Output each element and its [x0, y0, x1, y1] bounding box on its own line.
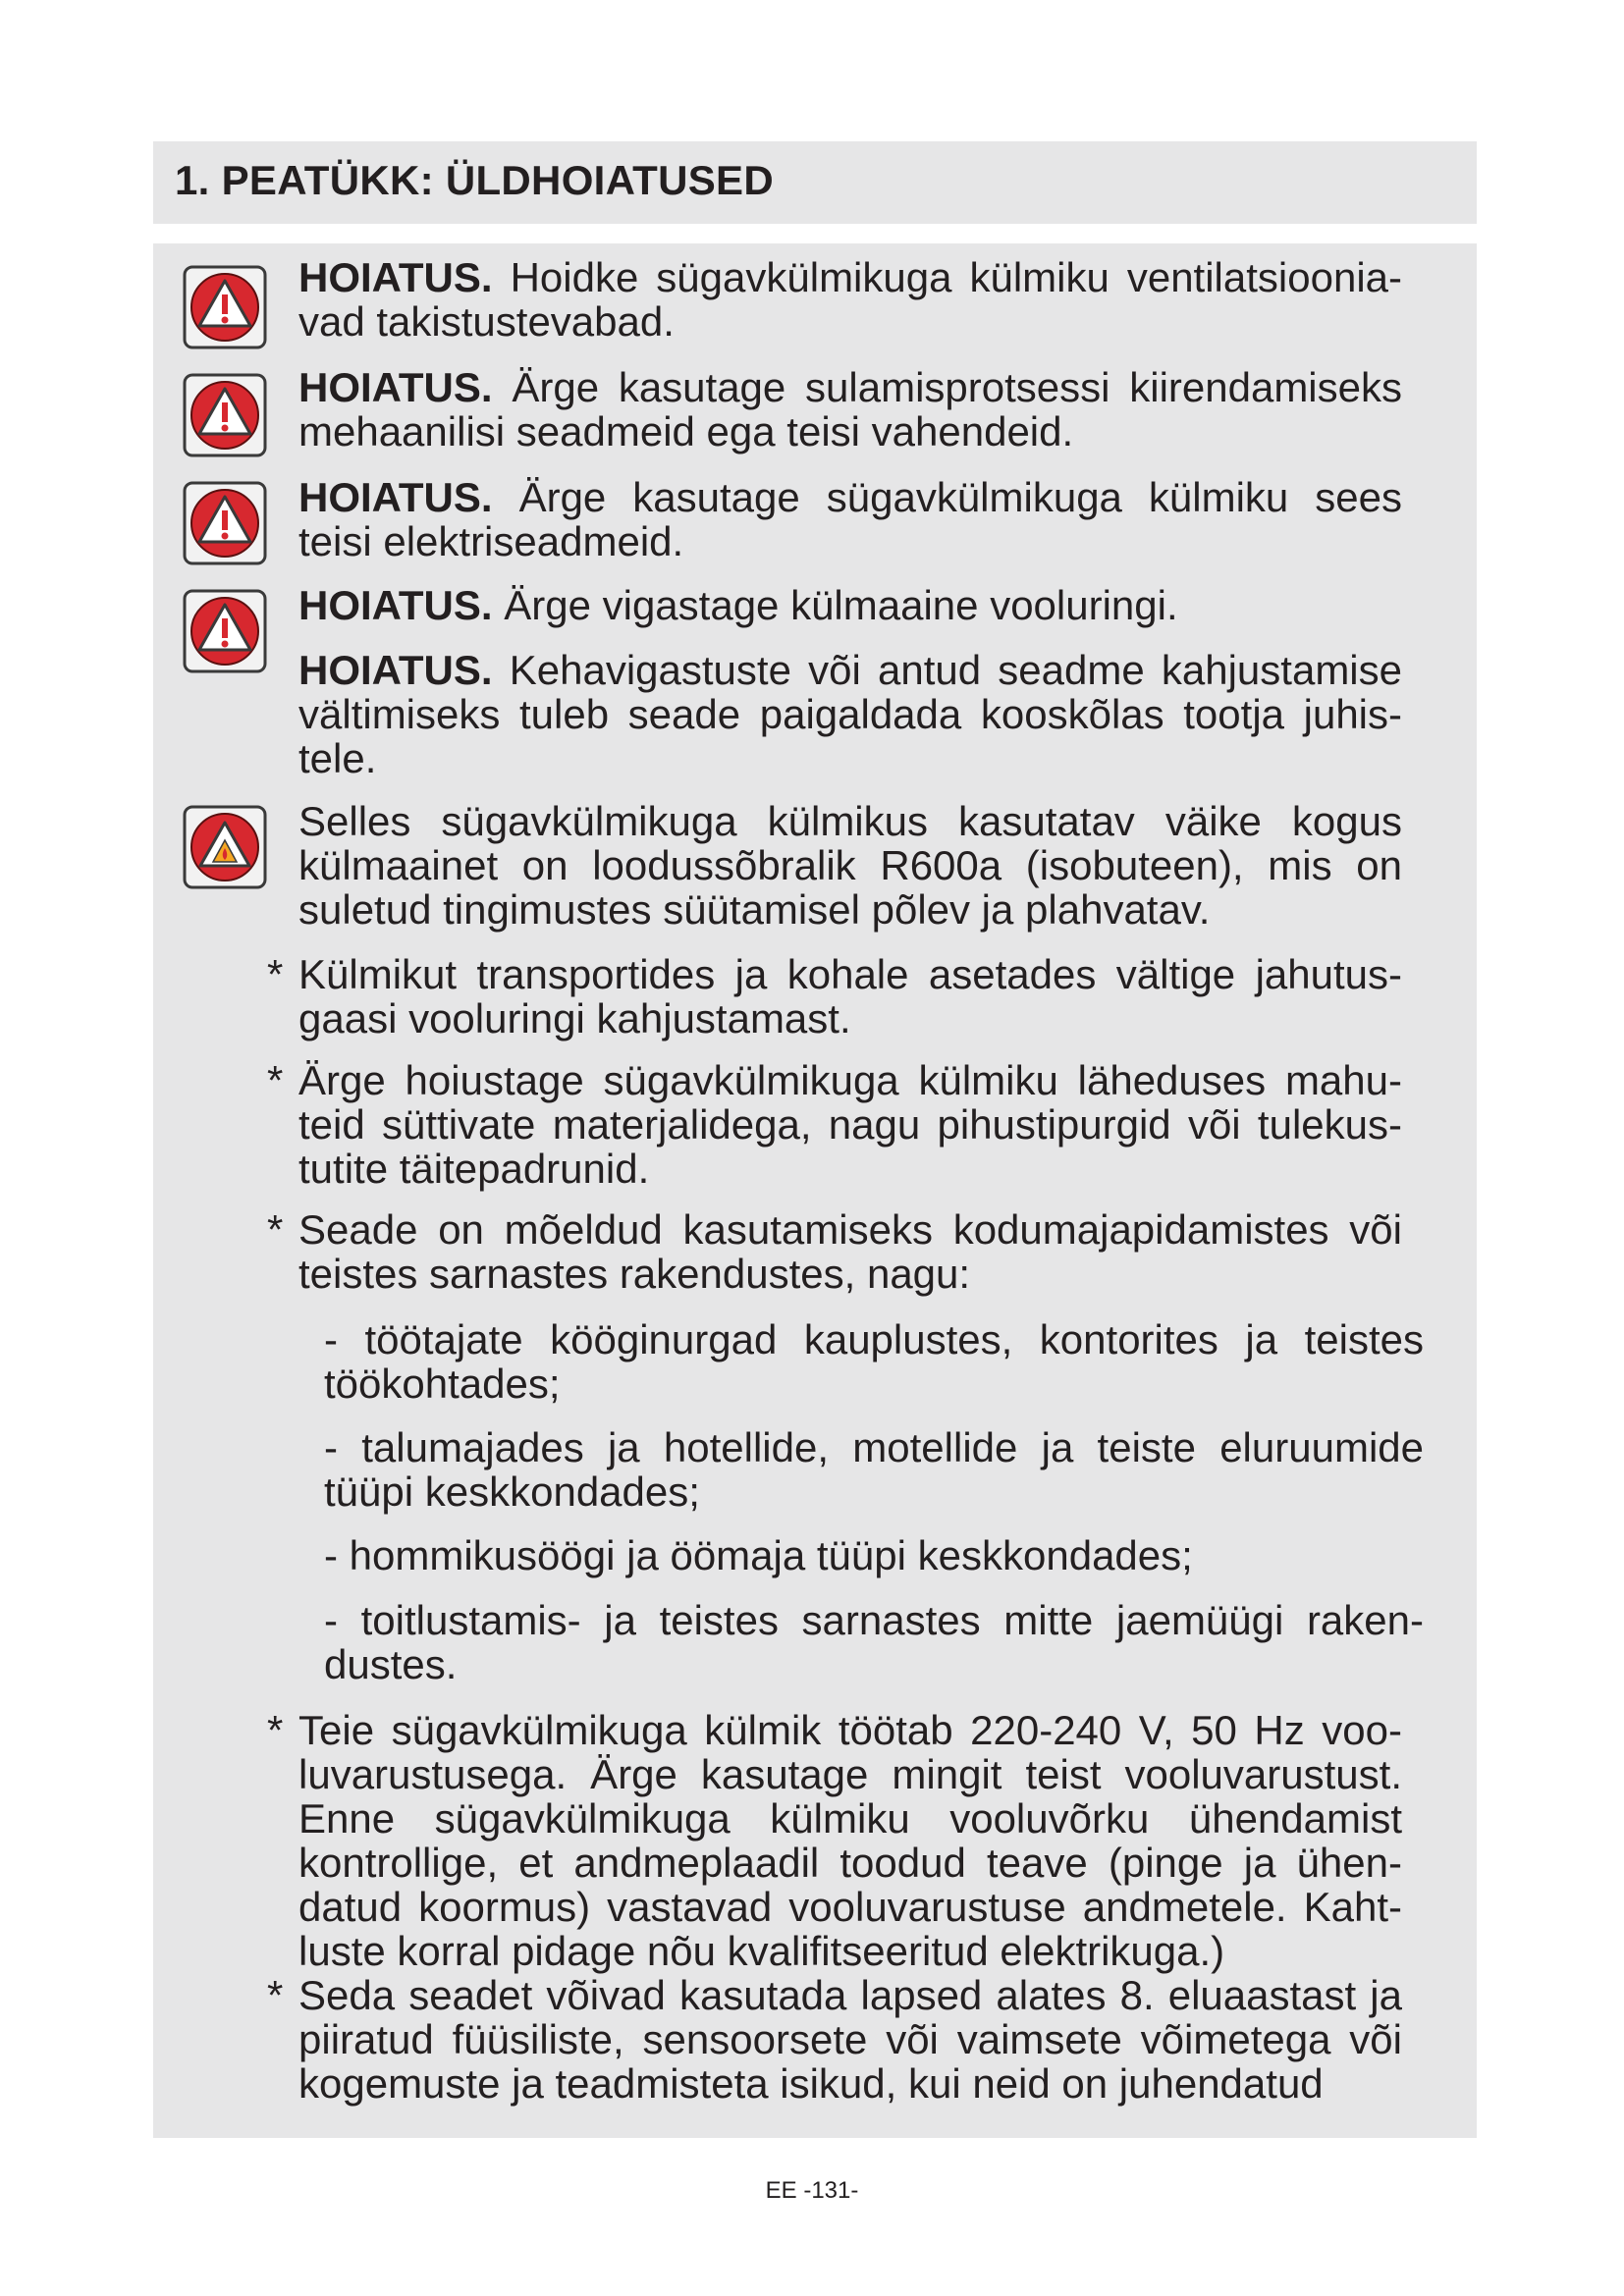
warning-text: Kehavigastuste või antud seadme kahjustamise vältimiseks tuleb seade paigaldada kooskõlas tootja juhis-tele.	[298, 647, 1402, 781]
warning-triangle-icon	[183, 373, 267, 457]
bullet-marker: *	[267, 1206, 284, 1253]
sub-list-item: - hommikusöögi ja öömaja tüüpi keskkondades;	[324, 1532, 1193, 1578]
chapter-title: 1. PEATÜKK: ÜLDHOIATUSED	[175, 157, 774, 203]
warning-label: HOIATUS.	[298, 474, 493, 520]
warning-3	[298, 475, 1402, 563]
bullet-marker: *	[267, 1057, 284, 1103]
warning-label: HOIATUS.	[298, 647, 493, 693]
bullet-item: Ärge hoiustage sügavkülmikuga külmiku läheduses mahu-teid süttivate materjalidega, nagu pihustipurgid või tulekus-tutite täitepadrunid.	[298, 1057, 1402, 1192]
warning-label: HOIATUS.	[298, 364, 493, 410]
bullet-marker: *	[267, 1707, 284, 1753]
warning-text: Ärge kasutage sulamisprotsessi kiirendamiseks mehaanilisi seadmeid ega teisi vahendeid.	[298, 364, 1402, 454]
warning-text: Hoidke sügavkülmikuga külmiku ventilatsioonia-vad takistustevabad.	[298, 254, 1402, 345]
warning-label: HOIATUS.	[298, 582, 493, 628]
page-number: EE -131-	[765, 2177, 859, 2204]
bullet-item: Teie sügavkülmikuga külmik töötab 220-240 V, 50 Hz voo-luvarustusega. Ärge kasutage mingit teist vooluvarustust. Enne sügavkülmikuga külmiku vooluvõrku ühendamist kontrollige, et andmeplaadil toodud teave (pinge ja ühen-datud koormus) vastavad vooluvarustuse andmetele. Kaht-luste korral pidage nõu kvalifitseeritud elektrikuga.)	[298, 1707, 1402, 1974]
warning-triangle-icon	[183, 265, 267, 349]
warning-1	[298, 255, 1402, 344]
warning-label: HOIATUS.	[298, 254, 493, 300]
bullet-item: Külmikut transportides ja kohale asetades vältige jahutus-gaasi vooluringi kahjustamast.	[298, 951, 1402, 1041]
sub-list-item: - toitlustamis- ja teistes sarnastes mitte jaemüügi raken-dustes.	[324, 1597, 1424, 1687]
sub-list-item: - töötajate kööginurgad kauplustes, kontorites ja teistes töökohtades;	[324, 1316, 1424, 1407]
warning-triangle-icon	[183, 481, 267, 565]
warning-text: Ärge kasutage sügavkülmikuga külmiku sees teisi elektriseadmeid.	[298, 474, 1402, 564]
warning-text: Ärge vigastage külmaaine vooluringi.	[492, 582, 1178, 628]
flammable-warning-icon	[183, 805, 267, 889]
warning-triangle-icon	[183, 589, 267, 673]
warning-2	[298, 365, 1402, 454]
chapter-header	[153, 141, 1477, 224]
warning-4	[298, 583, 1402, 627]
warning-5	[298, 648, 1402, 780]
bullet-item: Seda seadet võivad kasutada lapsed alates 8. eluaastast ja piiratud füüsiliste, sensoorsete või vaimsete võimetega või kogemuste ja teadmisteta isikud, kui neid on juhendatud	[298, 1972, 1402, 2107]
bullet-marker: *	[267, 1972, 284, 2018]
flammable-note: Selles sügavkülmikuga külmikus kasutatav väike kogus külmaainet on loodussõbralik R600a (isobuteen), mis on suletud tingimustes süütamisel põlev ja plahvatav.	[298, 798, 1402, 933]
sub-list-item: - talumajades ja hotellide, motellide ja teiste eluruumide tüüpi keskkondades;	[324, 1424, 1424, 1515]
bullet-marker: *	[267, 951, 284, 997]
content-panel	[153, 243, 1477, 2138]
bullet-item: Seade on mõeldud kasutamiseks kodumajapidamistes või teistes sarnastes rakendustes, nagu:	[298, 1206, 1402, 1297]
